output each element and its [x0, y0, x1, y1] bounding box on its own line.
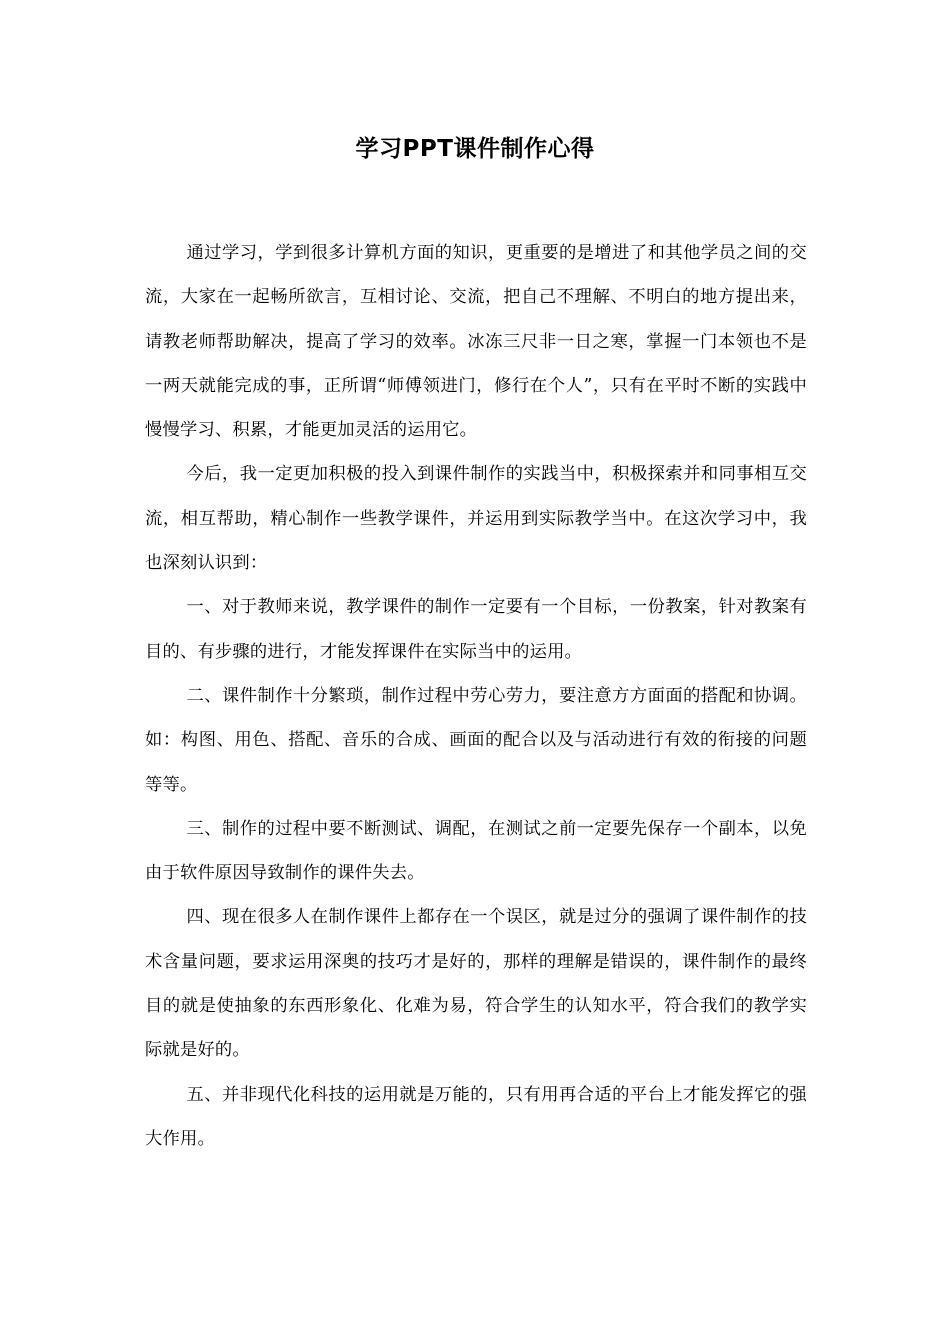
document-body [145, 231, 807, 1161]
paragraph-1: 通过学习，学到很多计算机方面的知识，更重要的是增进了和其他学员之间的交流，大家在一起畅所欲言，互相讨论、交流，把自己不理解、不明白的地方提出来，请教老师帮助解决，提高了学习的效率。冰冻三尺非一日之寒，掌握一门本领也不是一两天就能完成的事，正所谓“师傅领进门，修行在个人”，只有在平时不断的实践中慢慢学习、积累，才能更加灵活的运用它。 [145, 243, 807, 441]
paragraph-point-3: 三、制作的过程中要不断测试、调配，在测试之前一定要先保存一个副本，以免由于软件原因导致制作的课件失去。 [145, 818, 807, 884]
paragraph-point-1: 一、对于教师来说，教学课件的制作一定要有一个目标，一份教案，针对教案有目的、有步骤的进行，才能发挥课件在实际当中的运用。 [145, 597, 807, 662]
paragraph-point-5: 五、并非现代化科技的运用就是万能的，只有用再合适的平台上才能发挥它的强大作用。 [145, 1084, 807, 1149]
paragraph-point-2: 二、课件制作十分繁琐，制作过程中劳心劳力，要注意方方面面的搭配和协调。如：构图、用色、搭配、音乐的合成、画面的配合以及与活动进行有效的衔接的问题等等。 [145, 685, 807, 795]
paragraph-2: 今后，我一定更加积极的投入到课件制作的实践当中，积极探索并和同事相互交流，相互帮助，精心制作一些教学课件，并运用到实际教学当中。在这次学习中，我也深刻认识到： [145, 464, 807, 574]
document-title: 学习PPT课件制作心得 [355, 136, 595, 162]
paragraph-point-4: 四、现在很多人在制作课件上都存在一个误区，就是过分的强调了课件制作的技术含量问题，要求运用深奥的技巧才是好的，那样的理解是错误的，课件制作的最终目的就是使抽象的东西形象化、化难为易，符合学生的认知水平，符合我们的教学实际就是好的。 [145, 907, 807, 1061]
